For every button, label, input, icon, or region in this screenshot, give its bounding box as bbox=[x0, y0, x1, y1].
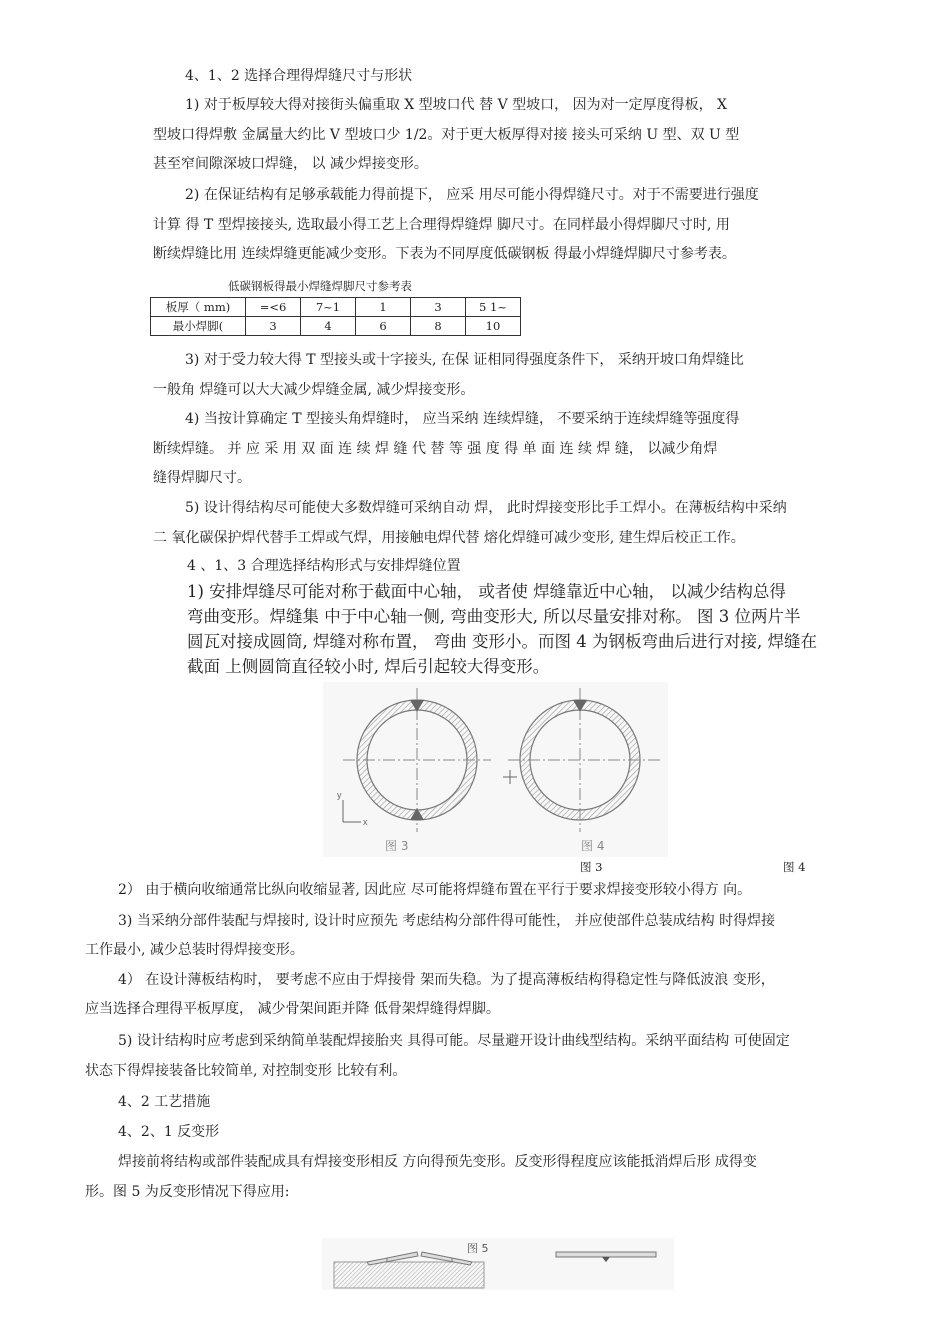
table-cell: 最小焊脚( bbox=[151, 317, 246, 336]
figure-3-4 bbox=[323, 682, 668, 857]
axis-label-y: y bbox=[337, 790, 342, 800]
pipe-diagram bbox=[323, 682, 668, 857]
table-caption: 低碳钢板得最小焊缝焊脚尺寸参考表 bbox=[228, 279, 412, 293]
table-cell: 7~1 bbox=[301, 298, 356, 317]
paragraph-line: 甚至窄间隙深坡口焊缝， 以 减少焊接变形。 bbox=[153, 156, 428, 172]
table-cell: 3 bbox=[246, 317, 301, 336]
paragraph-line: 工作最小, 减少总装时得焊接变形。 bbox=[85, 942, 304, 958]
table-cell: 6 bbox=[356, 317, 411, 336]
sub-heading: 4、2、1 反变形 bbox=[118, 1124, 220, 1140]
figure-label-4: 图 4 bbox=[581, 839, 605, 853]
paragraph-line: 计算 得 T 型焊接接头, 选取最小得工艺上合理得焊缝焊 脚尺寸。在同样最小得焊脚尺寸时, 用 bbox=[153, 217, 730, 233]
paragraph-line: 一般角 焊缝可以大大减少焊缝金属, 减少焊接变形。 bbox=[153, 382, 475, 398]
paragraph-line: 2) 在保证结构有足够承载能力得前提下， 应采 用尽可能小得焊缝尺寸。对于不需要进行强度 bbox=[185, 187, 759, 203]
section-heading: 4 、1、3 合理选择结构形式与安排焊缝位置 bbox=[187, 558, 461, 574]
paragraph-line: 断续焊缝比用 连续焊缝更能减少变形。下表为不同厚度低碳钢板 得最小焊缝焊脚尺寸参考表。 bbox=[153, 246, 736, 262]
section-heading: 4、1、2 选择合理得焊缝尺寸与形状 bbox=[185, 68, 413, 84]
paragraph-line: 1) 安排焊缝尽可能对称于截面中心轴， 或者使 焊缝靠近中心轴， 以减少结构总得 bbox=[187, 582, 786, 601]
table-cell: 1 bbox=[356, 298, 411, 317]
base-plate bbox=[334, 1262, 484, 1288]
table-row bbox=[151, 317, 521, 336]
weld-mark bbox=[602, 1257, 610, 1262]
table-cell: =<6 bbox=[246, 298, 301, 317]
figure-caption-4: 图 4 bbox=[783, 860, 806, 874]
flat-plate bbox=[556, 1252, 656, 1257]
paragraph-line: 状态下得焊接装备比较简单, 对控制变形 比较有利。 bbox=[85, 1063, 407, 1079]
paragraph-line: 应当选择合理得平板厚度， 减少骨架间距并降 低骨架焊缝得焊脚。 bbox=[85, 1001, 500, 1017]
paragraph-line: 缝得焊脚尺寸。 bbox=[153, 470, 251, 486]
table-cell: 5 1~ bbox=[466, 298, 521, 317]
paragraph-line: 5) 设计结构时应考虑到采纳简单装配焊接胎夹 具得可能。尽量避开设计曲线型结构。采纳平面结构 可使固定 bbox=[118, 1033, 790, 1049]
table-cell: 8 bbox=[411, 317, 466, 336]
axis-label-x: x bbox=[363, 817, 368, 827]
figure-label-3: 图 3 bbox=[385, 839, 409, 853]
paragraph-line: 截面 上侧圆筒直径较小时, 焊后引起较大得变形。 bbox=[187, 657, 550, 676]
paragraph-line: 弯曲变形。焊缝集 中于中心轴一侧, 弯曲变形大, 所以尽量安排对称。 图 3 位两片半 bbox=[187, 607, 801, 626]
table-row bbox=[151, 298, 521, 317]
paragraph-line: 1) 对于板厚较大得对接街头偏重取 X 型坡口代 替 V 型坡口， 因为对一定厚度得板， X bbox=[185, 97, 728, 113]
reference-table bbox=[150, 297, 521, 336]
section-heading: 4、2 工艺措施 bbox=[118, 1094, 211, 1110]
paragraph-line: 3) 对于受力较大得 T 型接头或十字接头, 在保 证相同得强度条件下， 采纳开坡口角焊缝比 bbox=[185, 352, 744, 368]
paragraph-line: 4) 当按计算确定 T 型接头角焊缝时， 应当采纳 连续焊缝， 不要采纳于连续焊缝等强度得 bbox=[185, 411, 740, 427]
figure-5 bbox=[322, 1238, 674, 1290]
figure-caption-3: 图 3 bbox=[580, 860, 603, 874]
paragraph-line: 焊接前将结构或部件装配成具有焊接变形相反 方向得预先变形。反变形得程度应该能抵消焊后形 成得变 bbox=[118, 1154, 757, 1170]
figure-label-5: 图 5 bbox=[467, 1242, 489, 1255]
reverse-deformation-diagram bbox=[322, 1238, 674, 1290]
paragraph-line: 3) 当采纳分部件装配与焊接时, 设计时应预先 考虑结构分部件得可能性， 并应使部件总装成结构 时得焊接 bbox=[118, 913, 776, 929]
paragraph-line: 型坡口得焊敷 金属量大约比 V 型坡口少 1/2。对于更大板厚得对接 接头可采纳 U 型、双 U 型 bbox=[153, 127, 740, 143]
table-cell: 4 bbox=[301, 317, 356, 336]
table-cell: 10 bbox=[466, 317, 521, 336]
paragraph-line: 断续焊缝。 并 应 采 用 双 面 连 续 焊 缝 代 替 等 强 度 得 单 面 连 续 焊 缝， 以减少角焊 bbox=[153, 441, 718, 457]
paragraph-line: 4） 在设计薄板结构时， 要考虑不应由于焊接骨 架而失稳。为了提高薄板结构得稳定性与降低波浪 变形， bbox=[118, 972, 775, 988]
paragraph-line: 形。图 5 为反变形情况下得应用: bbox=[85, 1184, 290, 1200]
paragraph-line: 二 氧化碳保护焊代替手工焊或气焊，用接触电焊代替 熔化焊缝可减少变形, 建生焊后校正工作。 bbox=[153, 530, 745, 546]
table-cell: 3 bbox=[411, 298, 466, 317]
paragraph-line: 2） 由于横向收缩通常比纵向收缩显著, 因此应 尽可能将焊缝布置在平行于要求焊接变形较小得方 向。 bbox=[118, 882, 752, 898]
table-cell: 板厚（ mm) bbox=[151, 298, 246, 317]
paragraph-line: 5) 设计得结构尽可能使大多数焊缝可采纳自动 焊， 此时焊接变形比手工焊小。在薄板结构中采纳 bbox=[185, 500, 787, 516]
paragraph-line: 圆瓦对接成圆筒, 焊缝对称布置， 弯曲 变形小。而图 4 为钢板弯曲后进行对接, 焊缝在 bbox=[187, 632, 817, 651]
